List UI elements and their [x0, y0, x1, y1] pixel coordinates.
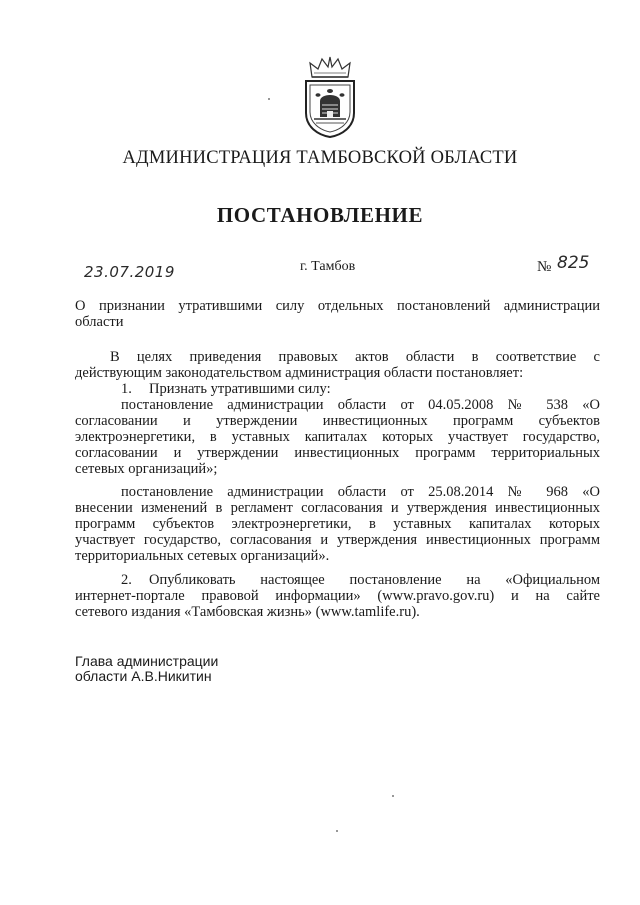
signature-block: [75, 654, 218, 684]
body-line: В целях приведения правовых актов области в соответствие с: [110, 349, 600, 365]
body-line: сетевого издания «Тамбовская жизнь» (www.tamlife.ru).: [75, 604, 420, 620]
body-line: территориальных сетевых организаций».: [75, 548, 330, 564]
subject-line-1: О признании утратившими силу отдельных постановлений администрации: [75, 298, 600, 314]
body-line: Опубликовать настоящее постановление на «Официальном: [149, 572, 600, 588]
document-type-title: ПОСТАНОВЛЕНИЕ: [216, 203, 424, 227]
body-line: программ субъектов электроэнергетики, в уставных капиталах которых: [75, 516, 600, 532]
scan-speck: [268, 98, 270, 100]
body-line: постановление администрации области от 04.05.2008 № 538 «О: [121, 397, 600, 413]
body-line: интернет-портале правовой информации» (www.pravo.gov.ru) и на сайте: [75, 588, 600, 604]
body-line: электроэнергетики, в уставных капиталах которых участвует государство,: [75, 429, 600, 445]
document-number: 825: [557, 253, 590, 273]
document-city: г. Тамбов: [300, 259, 356, 274]
organization-title: АДМИНИСТРАЦИЯ ТАМБОВСКОЙ ОБЛАСТИ: [122, 148, 518, 168]
document-date: 23.07.2019: [84, 263, 175, 281]
signature-title: Глава администрации: [75, 653, 219, 669]
body-line: действующим законодательством администрация области постановляет:: [75, 365, 524, 381]
body-line: сетевых организаций»;: [75, 461, 218, 477]
body-line: согласовании и утверждении инвестиционных программ территориальных: [75, 445, 600, 461]
coat-of-arms-icon: [298, 55, 362, 139]
subject-line-2: области: [75, 314, 124, 330]
signature-name: области А.В.Никитин: [75, 668, 212, 684]
body-line: внесении изменений в регламент согласования и утверждения инвестиционных: [75, 500, 600, 516]
body-line: Признать утратившими силу:: [149, 381, 331, 397]
body-line: согласовании и утверждении инвестиционных программ субъектов: [75, 413, 600, 429]
list-number-2: 2.: [121, 572, 132, 588]
scan-speck: [392, 795, 394, 797]
body-line: участвует государство, согласования и утверждения инвестиционных программ: [75, 532, 600, 548]
body-line: постановление администрации области от 25.08.2014 № 968 «О: [121, 484, 600, 500]
scan-speck: [336, 830, 338, 832]
document-number-label: №: [537, 259, 552, 275]
list-number-1: 1.: [121, 381, 132, 397]
